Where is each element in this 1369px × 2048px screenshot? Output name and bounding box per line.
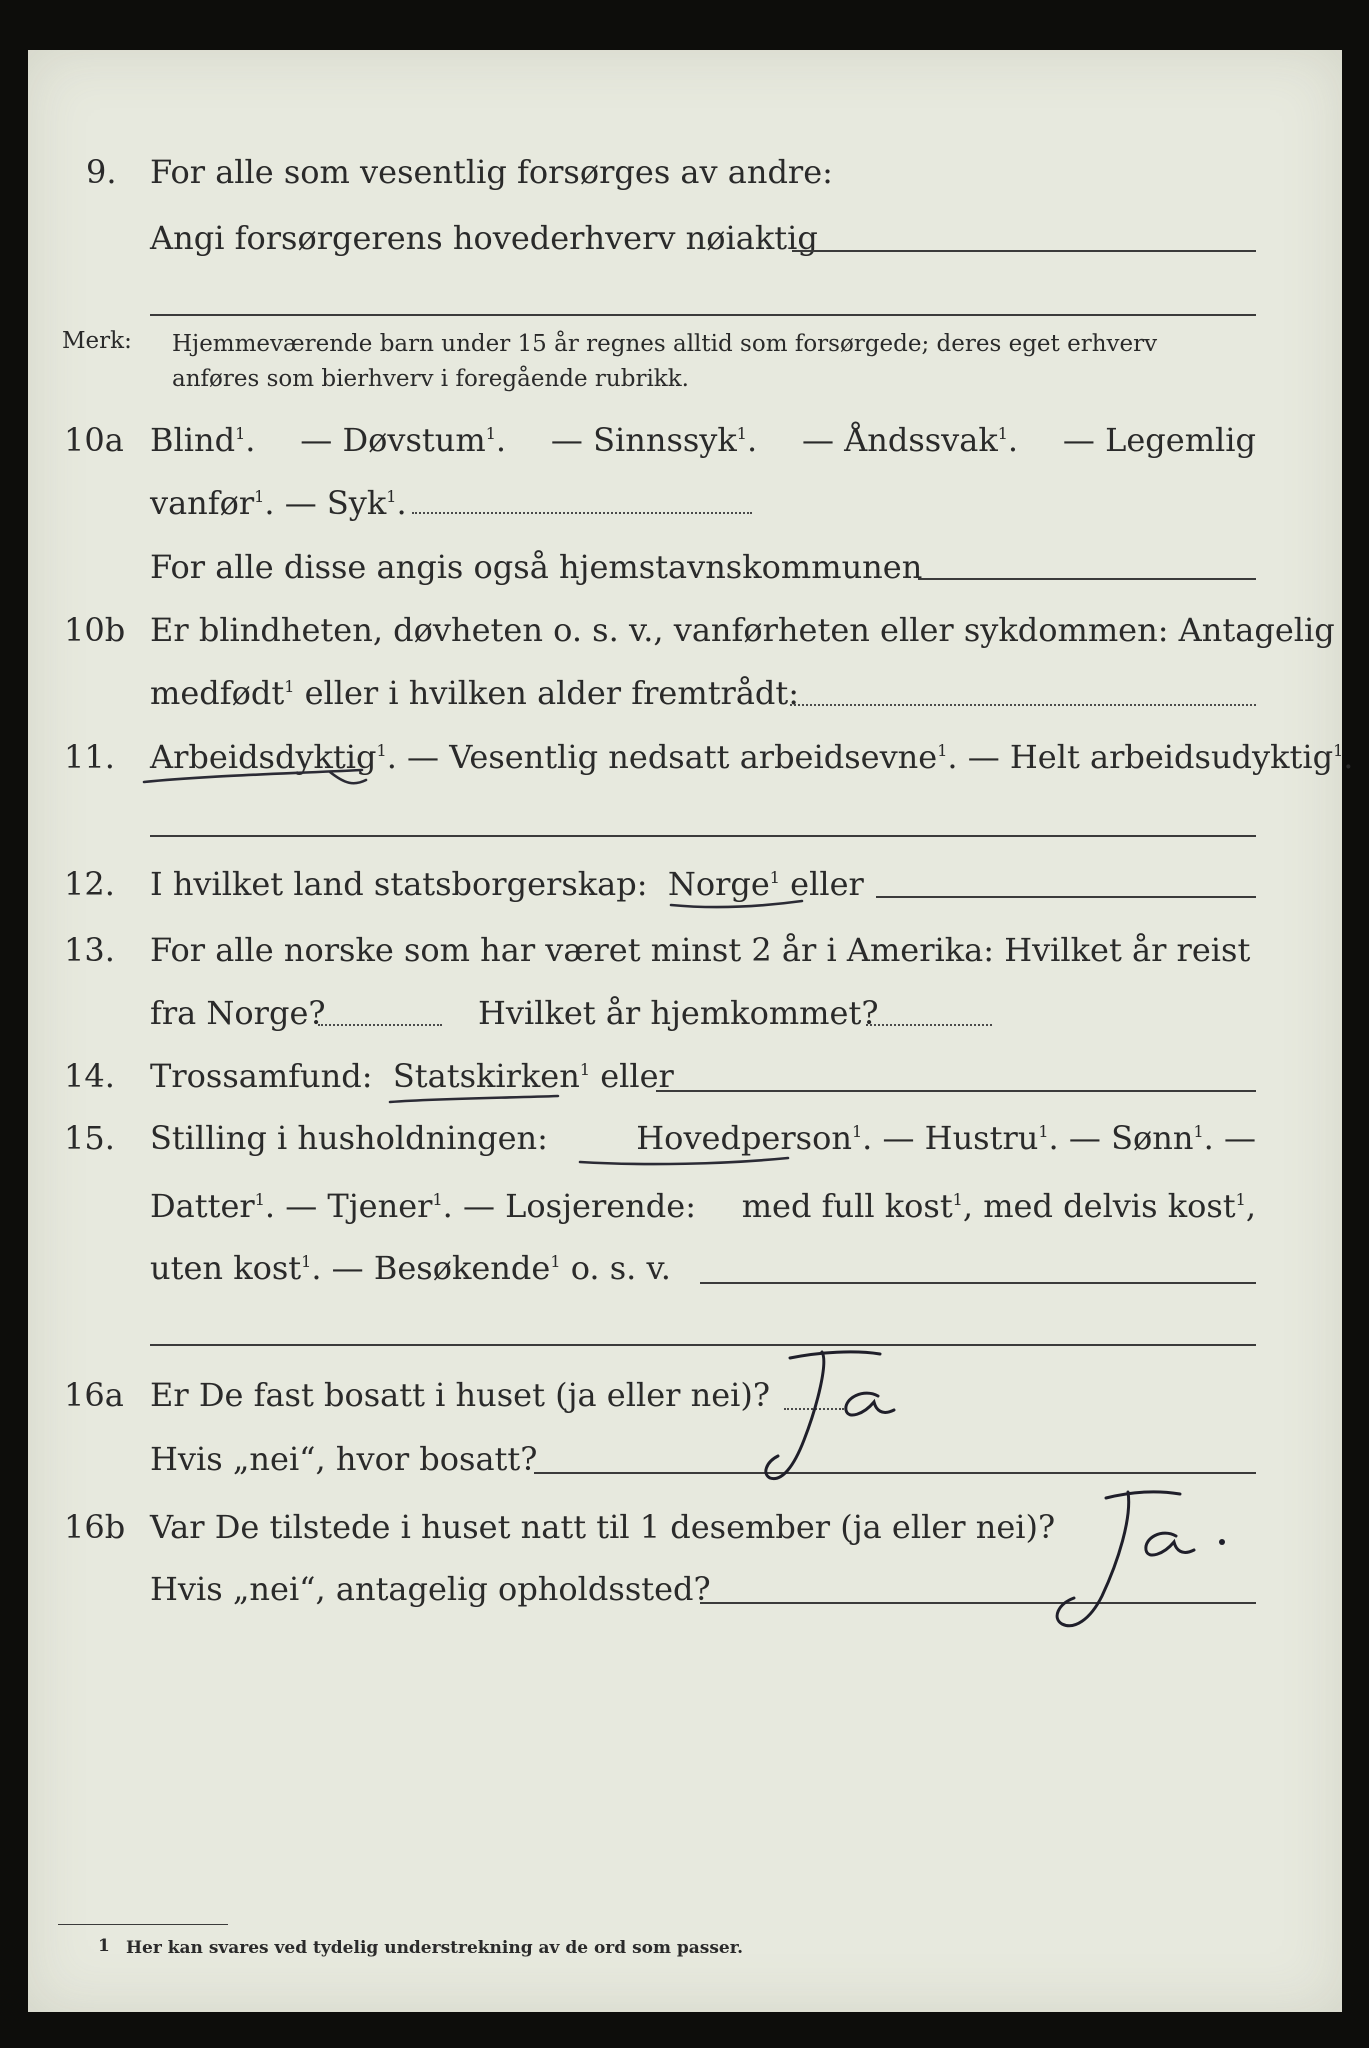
q10b-opt-alder: eller i hvilken alder fremtrådt: — [304, 674, 800, 712]
q15-line2: Datter$^1$. — Tjener$^1$. — Losjerende: med full kost$^1$, med delvis kost$^1$, — [150, 1187, 1256, 1225]
q15-opt-full-kost[interactable]: med full kost — [741, 1187, 953, 1225]
q11-number: 11. — [64, 738, 115, 776]
q15-line3: uten kost$^1$. — Besøkende$^1$ o. s. v. — [150, 1249, 671, 1287]
q11-answer-line[interactable] — [150, 835, 1256, 837]
q13-line2a: fra Norge? — [150, 994, 326, 1032]
q10a-line1: Blind$^1$. — Døvstum$^1$. — Sinnssyk$^1$. — Åndssvak$^1$. — Legemlig — [150, 421, 1256, 459]
q16a-line2: Hvis „nei“, hvor bosatt? — [150, 1440, 538, 1478]
q15-handwritten-underline — [576, 1152, 796, 1174]
q14-answer-line[interactable] — [656, 1090, 1256, 1092]
q11-opt-udyktig[interactable]: . — Helt arbeidsudyktig — [947, 738, 1334, 776]
q15-opt-sonn[interactable]: . — Sønn — [1048, 1119, 1194, 1157]
q14-line: Trossamfund: Statskirken$^1$ eller — [150, 1057, 674, 1095]
q10a-opt-dovstum[interactable]: — Døvstum — [300, 421, 486, 459]
q14-eller: eller — [600, 1057, 674, 1095]
q12-question: I hvilket land statsborgerskap: — [150, 865, 648, 903]
q14-number: 14. — [64, 1057, 115, 1095]
q12-number: 12. — [64, 865, 115, 903]
q16b-handwritten-answer — [1040, 1478, 1250, 1638]
q16b-line1: Var De tilstede i huset natt til 1 desember (ja eller nei)? — [150, 1508, 1056, 1546]
q10b-number: 10b — [64, 611, 126, 649]
q10b-answer-line[interactable] — [790, 704, 1256, 706]
q15-answer-line[interactable] — [700, 1282, 1256, 1284]
q10a-line2: vanfør$^1$. — Syk$^1$. — [150, 484, 407, 522]
q16b-answer-text: Ja. — [1040, 1478, 1042, 1479]
merk-line1: Hjemmeværende barn under 15 år regnes alltid som forsørgede; deres eget erhverv — [172, 331, 1158, 357]
q10a-line3: For alle disse angis også hjemstavnskommunen — [150, 548, 923, 586]
q9-answer-line[interactable] — [792, 250, 1256, 252]
q12-line: I hvilket land statsborgerskap: Norge$^1$ eller — [150, 865, 864, 903]
q15-opt-datter[interactable]: Datter — [150, 1187, 255, 1225]
footnote-text: Her kan svares ved tydelig understrekning av de ord som passer. — [126, 1938, 744, 1958]
q15-answer-line-2[interactable] — [150, 1344, 1256, 1346]
q10a-opt-legemlig[interactable]: — Legemlig — [1062, 421, 1256, 459]
q15-osv: o. s. v. — [570, 1249, 671, 1287]
q13-year-left-line[interactable] — [318, 1024, 442, 1026]
q13-number: 13. — [64, 931, 115, 969]
q11-line: Arbeidsdyktig$^1$. — Vesentlig nedsatt arbeidsevne$^1$. — Helt arbeidsudyktig$^1$. — [150, 738, 1354, 776]
q9-line1: For alle som vesentlig forsørges av andre: — [150, 153, 833, 191]
q10a-opt-blind[interactable]: Blind — [150, 421, 236, 459]
q14-question: Trossamfund: — [150, 1057, 373, 1095]
q13-year-returned-line[interactable] — [866, 1024, 992, 1026]
q14-opt-statskirken[interactable]: Statskirken — [392, 1057, 580, 1095]
q9-number: 9. — [86, 153, 117, 191]
q15-opt-losjerende[interactable]: . — Losjerende: — [442, 1187, 696, 1225]
merk-label: Merk: — [62, 328, 132, 354]
q11-opt-arbeidsdyktig[interactable]: Arbeidsdyktig — [150, 738, 377, 776]
q13-line1: For alle norske som har været minst 2 år i Amerika: Hvilket år reist — [150, 931, 1251, 969]
q11-opt-nedsatt[interactable]: . — Vesentlig nedsatt arbeidsevne — [386, 738, 938, 776]
q10b-opt-medfodt[interactable]: medfødt — [150, 674, 285, 712]
q16a-answer-text: Ja — [760, 1344, 761, 1345]
q12-eller: eller — [790, 865, 864, 903]
q16a-line1: Er De fast bosatt i huset (ja eller nei)? — [150, 1376, 771, 1414]
q16b-line2: Hvis „nei“, antagelig opholdssted? — [150, 1570, 711, 1608]
q10a-number: 10a — [64, 421, 124, 459]
q15-line1: Stilling i husholdningen: Hovedperson$^1$. — Hustru$^1$. — Sønn$^1$. — — [150, 1119, 1256, 1157]
q10a-hometown-line[interactable] — [918, 578, 1256, 580]
q15-opt-hovedperson[interactable]: Hovedperson — [636, 1119, 852, 1157]
q11-handwritten-underline — [140, 766, 370, 790]
q10a-opt-andssvak[interactable]: — Åndssvak — [801, 421, 998, 459]
q15-opt-delvis-kost[interactable]: , med delvis kost — [962, 1187, 1236, 1225]
footnote-mark: 1 — [98, 1936, 110, 1956]
q16b-number: 16b — [64, 1508, 126, 1546]
q14-handwritten-underline — [386, 1090, 566, 1110]
q15-question: Stilling i husholdningen: — [150, 1119, 548, 1157]
q10a-opt-vanfor[interactable]: vanfør — [150, 484, 255, 522]
q15-opt-hustru[interactable]: . — Hustru — [862, 1119, 1039, 1157]
q12-opt-norge[interactable]: Norge — [667, 865, 770, 903]
q15-opt-uten-kost[interactable]: uten kost — [150, 1249, 302, 1287]
q10b-line1: Er blindheten, døvheten o. s. v., vanførheten eller sykdommen: Antagelig — [150, 611, 1335, 649]
q9-line2: Angi forsørgerens hovederhverv nøiaktig — [150, 219, 818, 257]
q10a-opt-syk[interactable]: — Syk — [284, 484, 387, 522]
q15-opt-besokende[interactable]: . — Besøkende — [311, 1249, 551, 1287]
q9-answer-line-2[interactable] — [150, 314, 1256, 316]
q10b-line2: medfødt$^1$ eller i hvilken alder fremtrådt: — [150, 674, 800, 712]
q15-dash: . — — [1203, 1119, 1256, 1157]
q12-handwritten-underline — [668, 895, 808, 915]
q16a-number: 16a — [64, 1376, 124, 1414]
q13-line2b: Hvilket år hjemkommet? — [478, 994, 879, 1032]
q15-number: 15. — [64, 1119, 115, 1157]
q10a-answer-line[interactable] — [412, 512, 752, 514]
q10a-opt-sinnssyk[interactable]: — Sinnssyk — [550, 421, 737, 459]
q12-answer-line[interactable] — [876, 896, 1256, 898]
q15-opt-tjener[interactable]: . — Tjener — [264, 1187, 433, 1225]
footnote-rule — [58, 1924, 228, 1925]
merk-line2: anføres som bierhverv i foregående rubrikk. — [172, 366, 689, 392]
q16a-handwritten-answer — [760, 1344, 960, 1494]
